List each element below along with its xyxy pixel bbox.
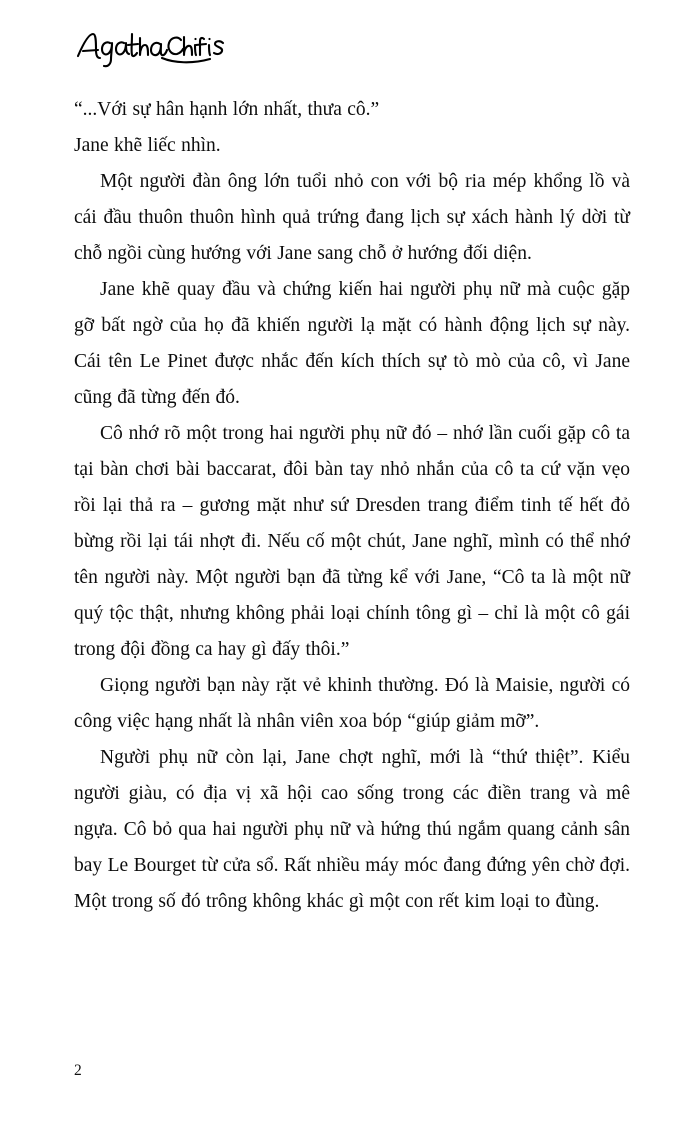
paragraph: Jane khẽ liếc nhìn.: [74, 135, 221, 156]
page-body: [74, 92, 630, 920]
paragraph: Jane khẽ quay đầu và chứng kiến hai người phụ nữ mà cuộc gặp gỡ bất ngờ của họ đã khiến người lạ mặt có hành động lịch sự này. Cái tên Le Pinet được nhắc đến kích thích sự tò mò của cô, vì Jane cũng đã từng đến đó.: [74, 279, 630, 408]
page-number: 2: [74, 1062, 82, 1079]
paragraph: “...Với sự hân hạnh lớn nhất, thưa cô.”: [74, 99, 380, 120]
paragraph: Người phụ nữ còn lại, Jane chợt nghĩ, mới là “thứ thiệt”. Kiểu người giàu, có địa vị xã hội cao sống trong các điền trang và mê ngựa. Cô bỏ qua hai người phụ nữ và hứng thú ngắm quang cảnh sân bay Le Bourget từ cửa sổ. Rất nhiều máy móc đang đứng yên chờ đợi. Một trong số đó trông không khác gì một con rết kim loại to đùng.: [74, 747, 630, 912]
paragraph: Một người đàn ông lớn tuổi nhỏ con với bộ ria mép khổng lồ và cái đầu thuôn thuôn hình quả trứng đang lịch sự xách hành lý dời từ chỗ ngồi cùng hướng với Jane sang chỗ ở hướng đối diện.: [74, 171, 630, 264]
paragraph: Cô nhớ rõ một trong hai người phụ nữ đó – nhớ lần cuối gặp cô ta tại bàn chơi bài baccarat, đôi bàn tay nhỏ nhắn của cô ta cứ vặn vẹo rồi lại thả ra – gương mặt như sứ Dresden trang điểm tinh tế hết đỏ bừng rồi lại tái nhợt đi. Nếu cố một chút, Jane nghĩ, mình có thể nhớ tên người này. Một người bạn đã từng kể với Jane, “Cô ta là một nữ quý tộc thật, nhưng không phải loại chính tông gì – chỉ là một cô gái trong đội đồng ca hay gì đấy thôi.”: [74, 423, 630, 660]
paragraph: Giọng người bạn này rặt vẻ khinh thường. Đó là Maisie, người có công việc hạng nhất là nhân viên xoa bóp “giúp giảm mỡ”.: [74, 675, 630, 732]
author-signature-logo: [74, 26, 234, 70]
